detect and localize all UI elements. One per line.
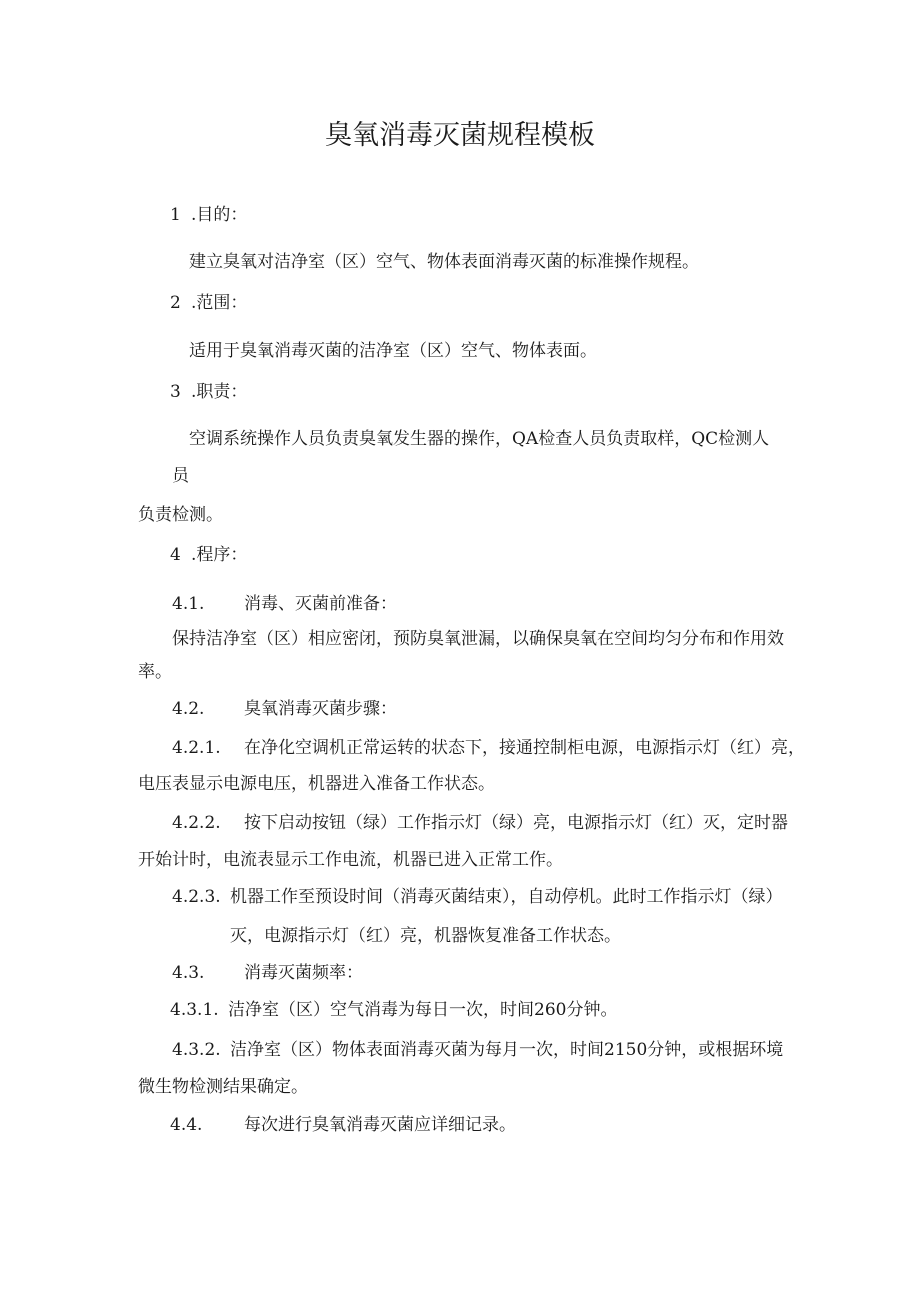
section-4-3-2-number: 4.3.2. [172,1040,221,1060]
section-4-1-line2: 率。 [138,662,172,682]
section-4-2-3-line2: 灭，电源指示灯（红）亮，机器恢复准备工作状态。 [230,926,621,946]
section-1-number: 1 [170,205,181,225]
section-4-number: 4 [170,545,181,565]
section-4-3-2-line2: 微生物检测结果确定。 [138,1077,308,1097]
section-4-3-1-text: 洁净室（区）空气消毒为每日一次，时间260分钟。 [228,1000,618,1020]
section-3-line2: 员 [172,466,189,486]
section-4-2-2-number: 4.2.2. [172,813,221,833]
section-4-2-2-line1: 按下启动按钮（绿）工作指示灯（绿）亮，电源指示灯（红）灭，定时器 [244,813,788,833]
section-1-text: 建立臭氧对洁净室（区）空气、物体表面消毒灭菌的标准操作规程。 [189,252,699,272]
section-4-3-number: 4.3. [172,963,205,983]
section-4-4-text: 每次进行臭氧消毒灭菌应详细记录。 [244,1115,516,1135]
section-3-number: 3 [170,382,181,402]
section-3-line3: 负责检测。 [138,505,223,525]
section-4-4-number: 4.4. [170,1115,203,1135]
section-4-2-2-line2: 开始计时，电流表显示工作电流，机器已进入正常工作。 [138,850,563,870]
section-4-2-1-line1: 在净化空调机正常运转的状态下，接通控制柜电源，电源指示灯（红）亮， [244,738,805,758]
section-4-3-2-line1: 洁净室（区）物体表面消毒灭菌为每月一次，时间2150分钟，或根据环境 [230,1040,784,1060]
section-3-heading: .职责： [191,382,248,402]
section-4-2-number: 4.2. [172,699,205,719]
section-4-3-heading: 消毒灭菌频率： [244,963,363,983]
section-2-number: 2 [170,293,181,313]
section-4-2-3-number: 4.2.3. [172,887,221,907]
page-title: 臭氧消毒灭菌规程模板 [325,120,595,151]
section-4-1-number: 4.1. [172,594,205,614]
section-4-2-1-line2: 电压表显示电源电压，机器进入准备工作状态。 [138,774,495,794]
section-4-1-line1: 保持洁净室（区）相应密闭，预防臭氧泄漏，以确保臭氧在空间均匀分布和作用效 [172,629,784,649]
section-2-heading: .范围： [191,293,248,313]
section-4-2-3-line1: 机器工作至预设时间（消毒灭菌结束），自动停机。此时工作指示灯（绿） [230,887,783,907]
section-2-text: 适用于臭氧消毒灭菌的洁净室（区）空气、物体表面。 [189,341,597,361]
section-4-1-heading: 消毒、灭菌前准备： [244,594,397,614]
section-4-3-1-number: 4.3.1. [170,1000,219,1020]
section-3-line1: 空调系统操作人员负责臭氧发生器的操作，QA检查人员负责取样，QC检测人 [189,429,770,449]
section-4-2-heading: 臭氧消毒灭菌步骤： [244,699,397,719]
section-1-heading: .目的： [191,205,248,225]
section-4-2-1-number: 4.2.1. [172,738,221,758]
section-4-heading: .程序： [191,545,248,565]
